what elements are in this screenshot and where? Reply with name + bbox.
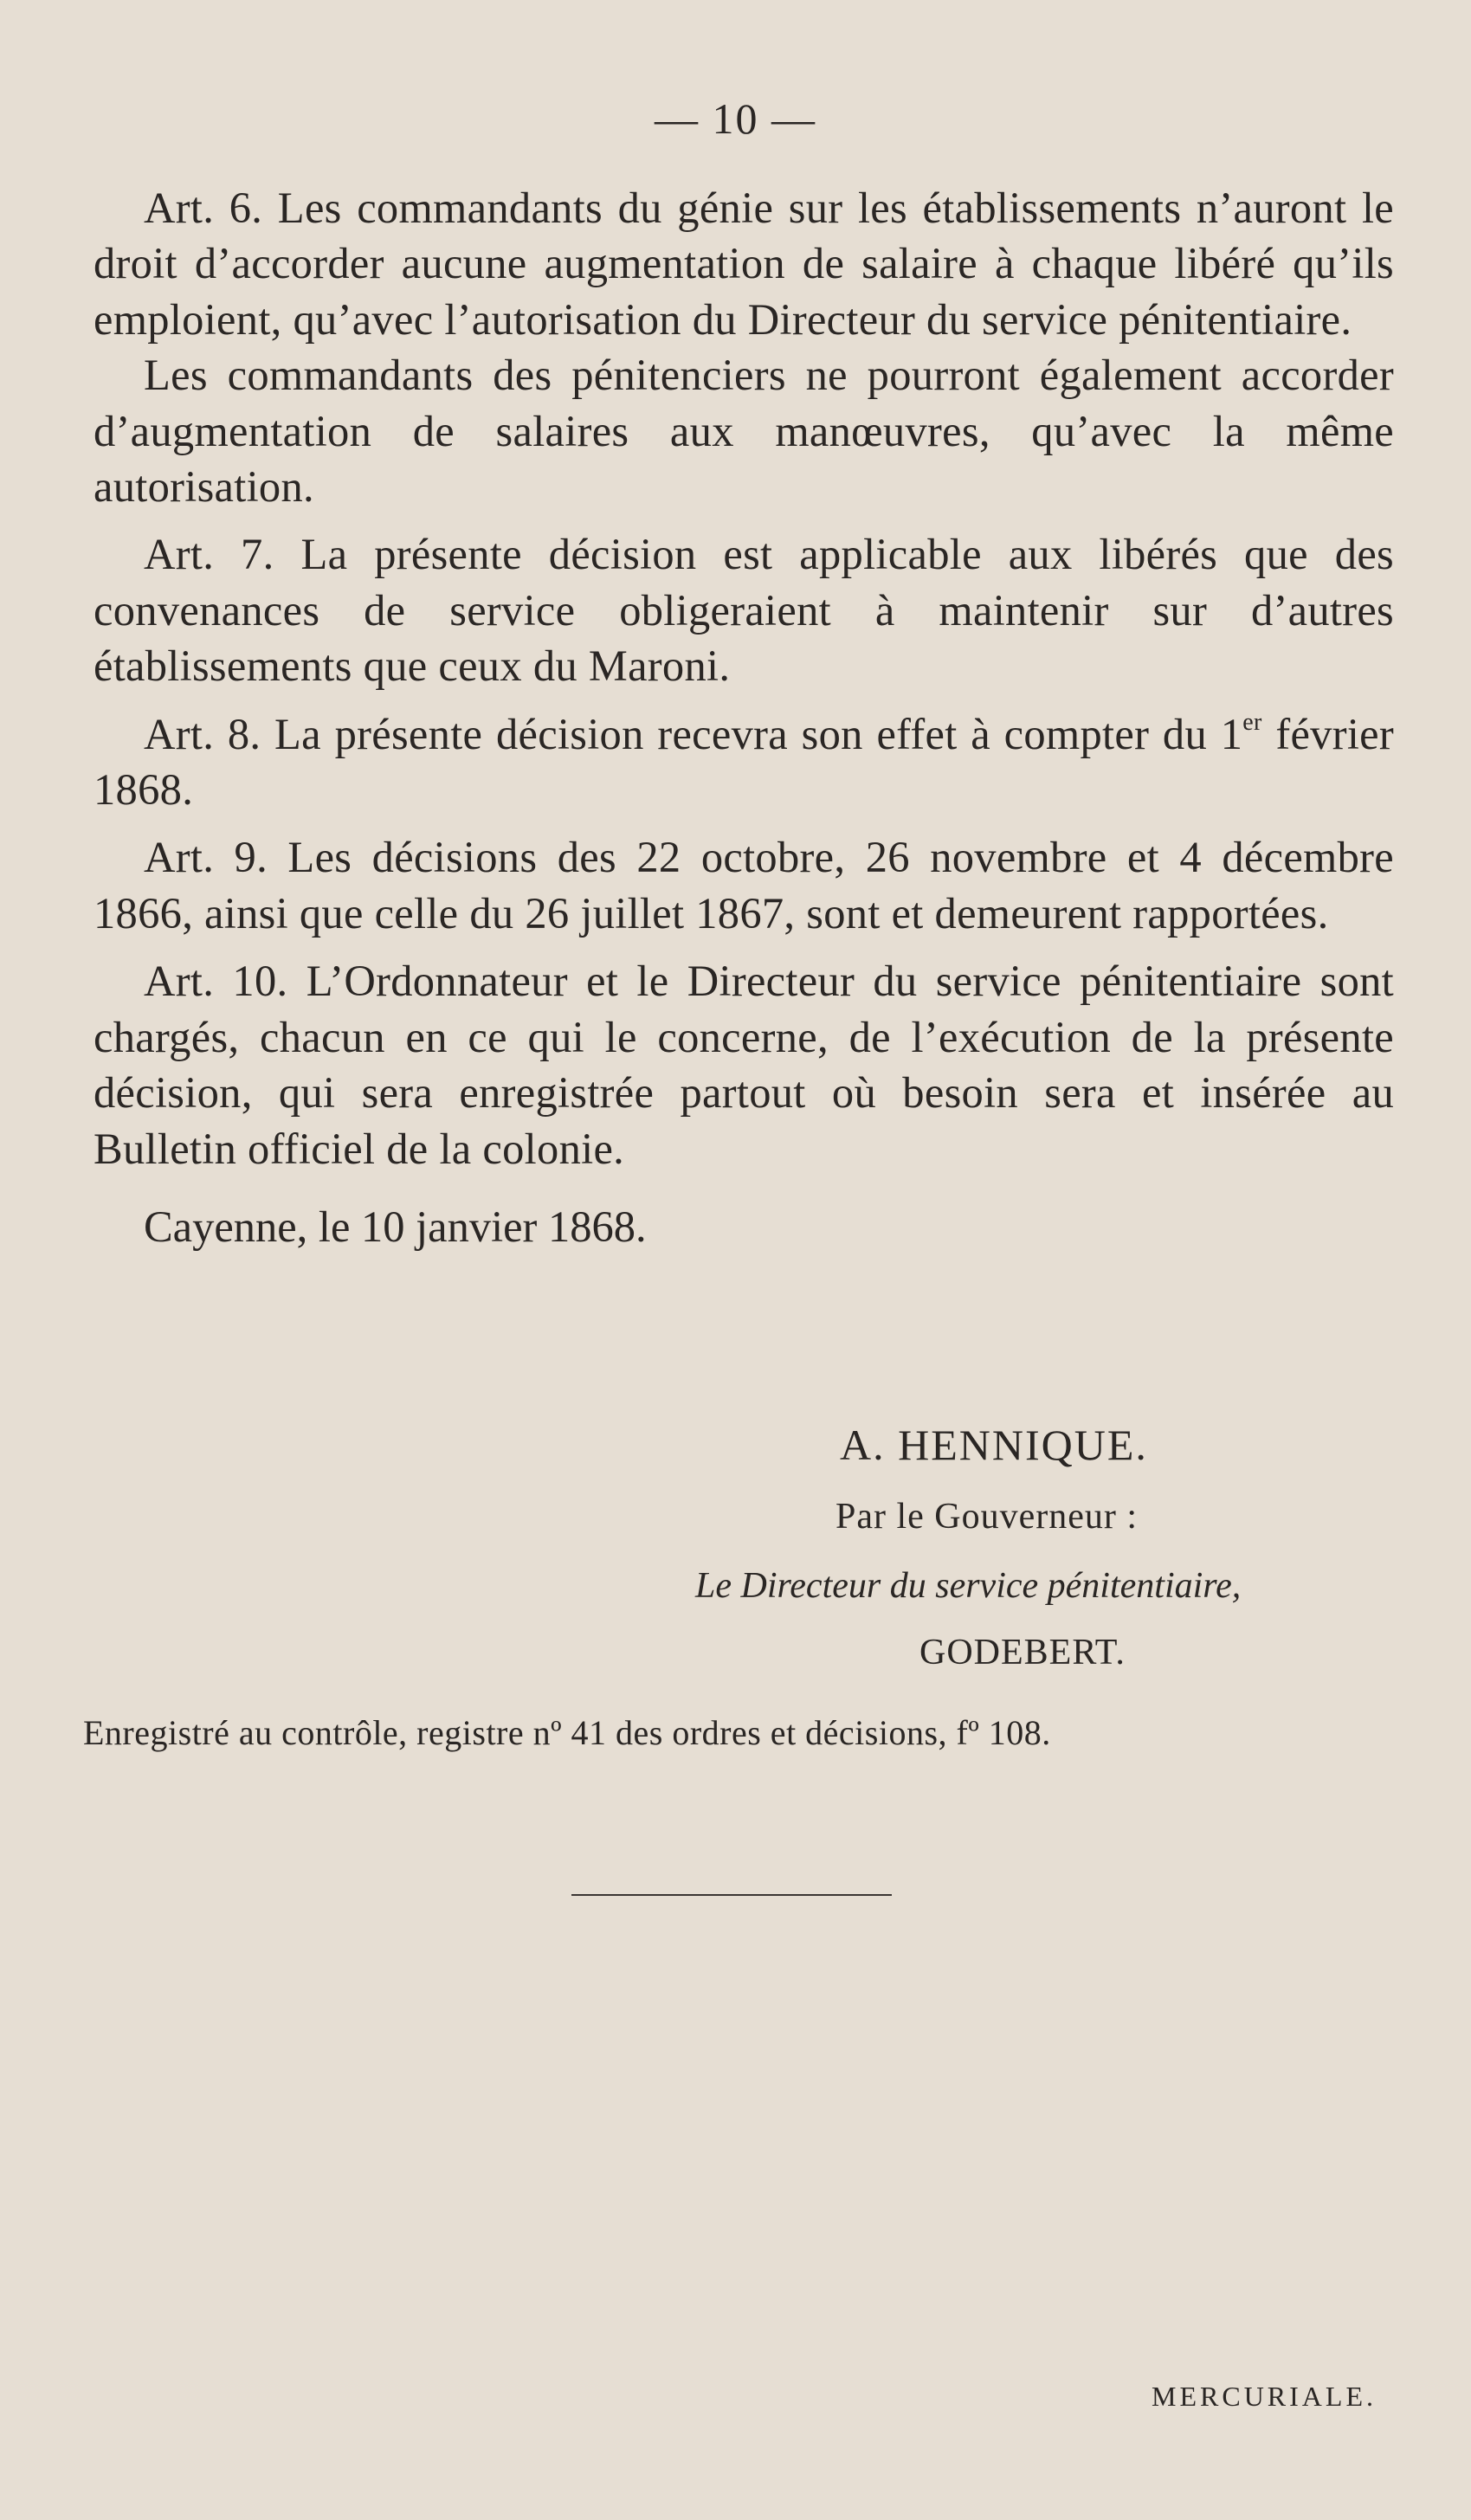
registration-note: Enregistré au contrôle, registre nº 41 des ordres et décisions, fº 108. <box>83 1713 1051 1752</box>
director-title: Le Directeur du service pénitentiaire, <box>695 1566 1242 1606</box>
article-8-superscript: er <box>1242 708 1262 736</box>
date-line: Cayenne, le 10 janvier 1868. <box>144 1202 647 1251</box>
decision-text <box>94 180 1394 1254</box>
divider-rule <box>571 1894 892 1896</box>
article-6-continuation: Les commandants des pénitenciers ne pourront également accorder d’augmentation de salaires aux manœuvres, qu’avec la même autorisation. <box>94 351 1394 512</box>
article-6-paragraph: Art. 6. Les commandants du génie sur les établissements n’auront le droit d’accorder aucune augmentation de salaire à chaque libéré qu’ils emploient, qu’avec l’autorisation du Directeur du service pénitentiaire. <box>94 184 1394 344</box>
page-number: — 10 — <box>655 94 816 143</box>
director-name: GODEBERT. <box>919 1633 1126 1672</box>
signatory-name: A. HENNIQUE. <box>840 1421 1148 1469</box>
article-8-text-end: février 1868. <box>94 709 1394 815</box>
article-9-paragraph: Art. 9. Les décisions des 22 octobre, 26 novembre et 4 décembre 1866, ainsi que celle du 26 juillet 1867, sont et demeurent rapportées. <box>94 833 1394 938</box>
article-7-paragraph: Art. 7. La présente décision est applicable aux libérés que des convenances de service obligeraient à maintenir sur d’autres établissements que ceux du Maroni. <box>94 530 1394 691</box>
article-8-paragraph <box>94 706 1394 818</box>
signatory-authority: Par le Gouverneur : <box>836 1497 1139 1537</box>
catchword: MERCURIALE. <box>1152 2381 1377 2412</box>
article-10-paragraph: Art. 10. L’Ordonnateur et le Directeur du service pénitentiaire sont chargés, chacun en ce qui le concerne, de l’exécution de la présente décision, qui sera enregistrée partout où besoin sera et insérée au Bulletin officiel de la colonie. <box>94 957 1394 1173</box>
article-8-text: Art. 8. La présente décision recevra son effet à compter du 1 <box>144 709 1243 758</box>
